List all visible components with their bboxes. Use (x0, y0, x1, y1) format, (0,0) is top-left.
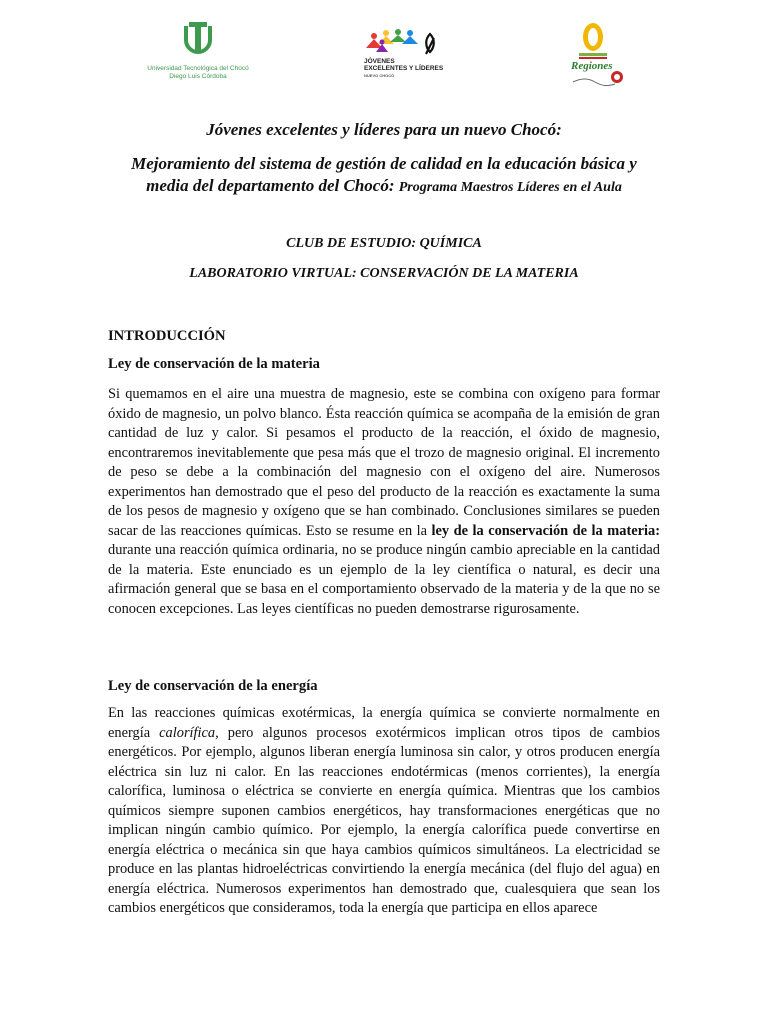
utch-emblem-icon (178, 20, 218, 58)
program-title-line1: Mejoramiento del sistema de gestión de calidad en la educación básica y (131, 154, 637, 173)
jovenes-title (354, 58, 446, 79)
program-title (0, 153, 768, 199)
materia-heading: Ley de conservación de la materia (108, 356, 320, 372)
utch-logo (138, 20, 258, 81)
program-title-small: Programa Maestros Líderes en el Aula (398, 180, 622, 195)
regiones-logo (565, 20, 627, 90)
energia-text-a: En las reacciones químicas exotérmicas, la energía química se convierte normalmente en energía (108, 705, 660, 741)
jovenes-line2: EXCELENTES Y LÍDERES (364, 65, 444, 72)
energia-italic: calorífica (159, 724, 216, 741)
energia-paragraph (108, 704, 660, 919)
regiones-emblem-icon (565, 20, 627, 90)
materia-law-bold: ley de la conservación de la materia: (431, 522, 660, 539)
logo-bar (0, 0, 768, 100)
lab-title: LABORATORIO VIRTUAL: CONSERVACIÓN DE LA MATERIA (189, 266, 579, 281)
program-title-line2 (0, 175, 768, 199)
jovenes-line3: NUEVO CHOCÓ (364, 73, 395, 78)
materia-text-b: durante una reacción química ordinaria, no se produce ningún cambio apreciable en la cantidad de la materia. Este enunciado es un ejemplo de la ley científica o natural, es decir una afirmación general que se basa en el comportamiento observado de la materia y de la que no se conocen excepciones. Las leyes científicas no pueden demostrarse rigurosamente. (108, 542, 660, 617)
utch-name: Universidad Tecnológica del Chocó (147, 65, 249, 72)
energia-text-b: , pero algunos procesos exotérmicos implican otros tipos de cambios energéticos. Por ejemplo, algunos liberan energía luminosa sin calor, y otros producen energía eléctrica sin luz ni calor. En las reacciones endotérmicas (menos corrientes), la energía calorífica, luminosa o eléctrica se convierte en energía química. Mientras que los cambios químicos siempre suponen cambios energéticos, hay transformaciones energéticas que no implican ningún cambio químico. Por ejemplo, la energía calorífica puede convertirse en energía eléctrica o mecánica sin que haya cambios químicos simultáneos. La electricidad se produce en las plantas hidroeléctricas convirtiendo la energía mecánica (del flujo del agua) en energía eléctrica. Numerosos experimentos han demostrado que, cualesquiera que sean los cambios energéticos que consideramos, toda la energía que participa en ellos aparece (108, 724, 660, 916)
jovenes-line1: JÓVENES (364, 58, 395, 65)
energia-heading: Ley de conservación de la energía (108, 678, 318, 694)
regiones-text: Regiones (571, 60, 613, 72)
intro-heading: INTRODUCCIÓN (108, 328, 226, 344)
utch-subname: Diego Luis Córdoba (169, 73, 227, 80)
jovenes-logo (360, 28, 446, 79)
program-title-line2-main: media del departamento del Chocó: (146, 176, 395, 195)
materia-text-a: Si quemamos en el aire una muestra de magnesio, este se combina con oxígeno para formar óxido de magnesio, un polvo blanco. Ésta reacción química se acompaña de la emisión de gran cantidad de luz y calor. Si pesamos el producto de la reacción, el óxido de magnesio, encontraremos inevitablemente que pesa más que el trozo de magnesio original. El incremento de peso se debe a la combinación del magnesio con el oxígeno del aire. Numerosos experimentos han demostrado que el peso del producto de la reacción es exactamente la suma de los pesos de magnesio y oxígeno que se han combinado. Conclusiones similares se pueden sacar de las reacciones químicas. Esto se resume en la (108, 386, 660, 539)
project-title: Jóvenes excelentes y líderes para un nuevo Chocó: (206, 120, 562, 139)
club-title: CLUB DE ESTUDIO: QUÍMICA (286, 236, 482, 251)
materia-paragraph (108, 385, 660, 619)
